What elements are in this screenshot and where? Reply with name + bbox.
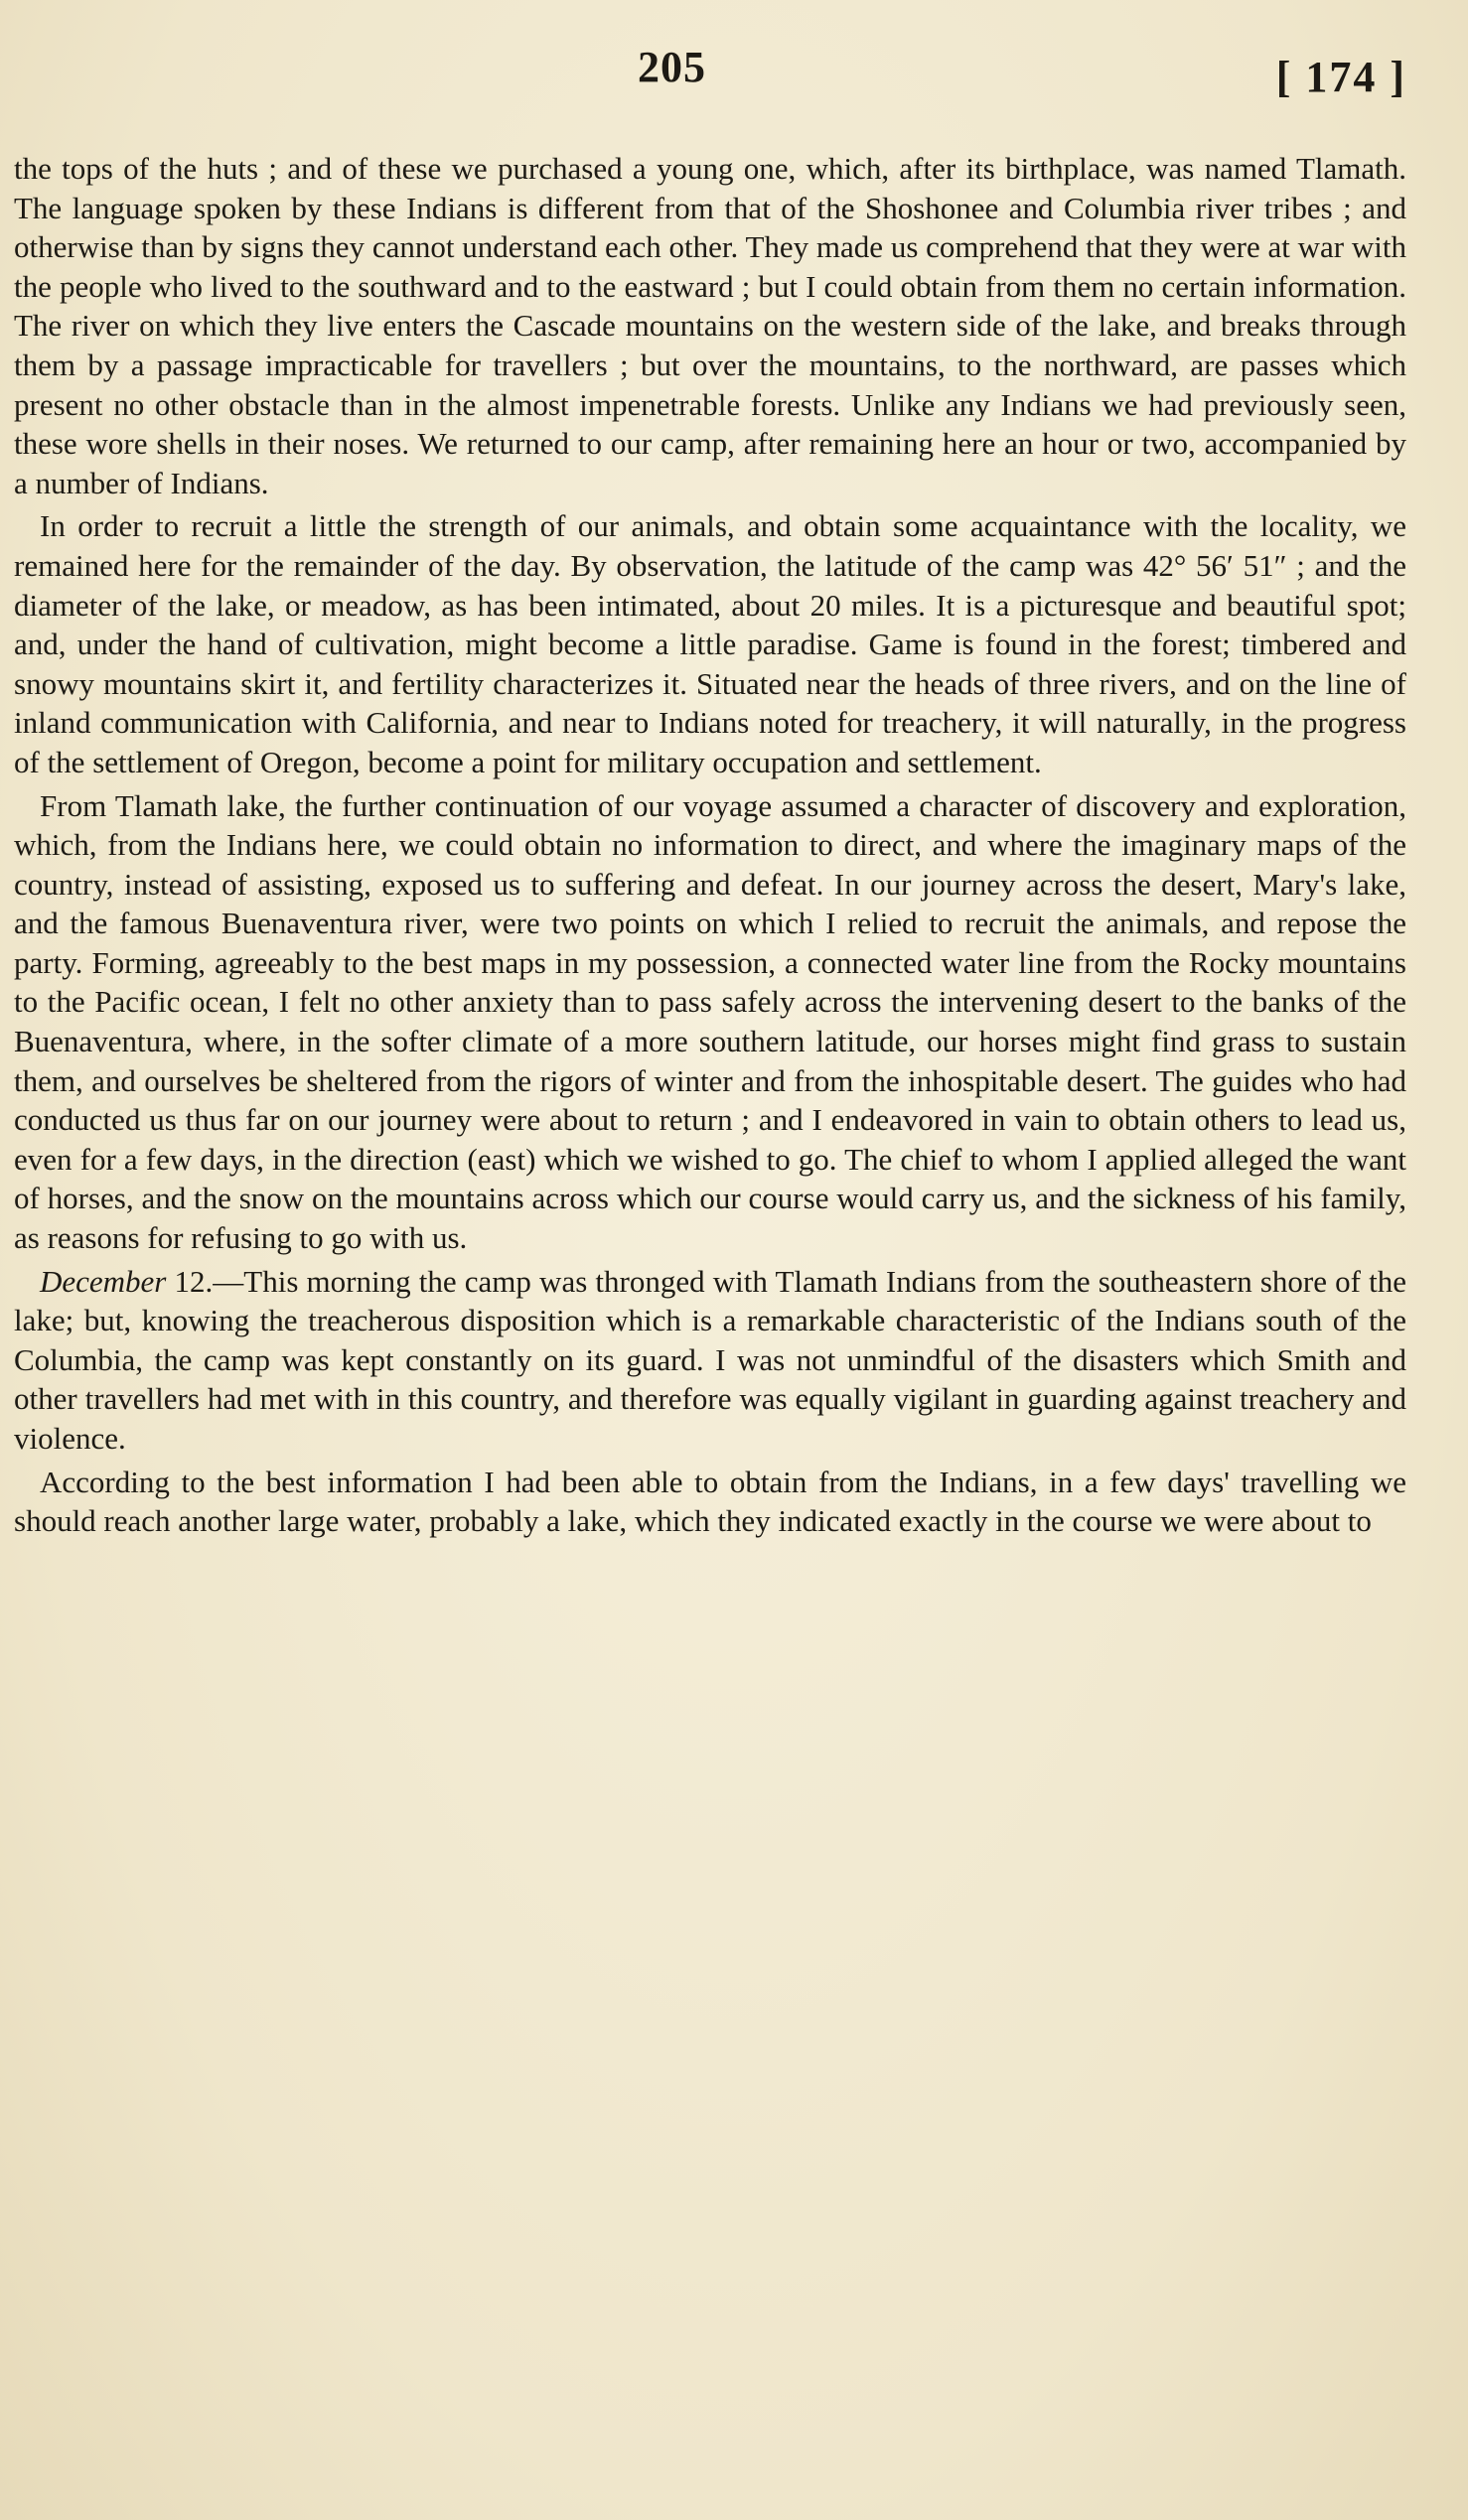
paragraph-4: [14, 1262, 1406, 1459]
paragraph-1: [14, 149, 1406, 502]
paragraph-4-text: 12.—This morning the camp was thronged with Tlamath Indians from the southeastern shore of the lake; but, knowing the treacherous disposition which is a remarkable characteristic of the Indians south of the Columbia, the camp was kept constantly on its guard. I was not unmindful of the disasters which Smith and other travellers had met with in this country, and therefore was equally vigilant in guarding against treachery and violence.: [14, 1263, 1406, 1456]
page-header: [14, 0, 1406, 149]
paragraph-1-text: the tops of the huts ; and of these we purchased a young one, which, after its birthplace, was named Tlamath. The language spoken by these Indians is different from that of the Shoshonee and Columbia river tribes ; and otherwise than by signs they cannot understand each other. They made us comprehend that they were at war with the people who lived to the southward and to the eastward ; but I could obtain from them no certain information. The river on which they live enters the Cascade mountains on the western side of the lake, and breaks through them by a passage impracticable for travellers ; but over the mountains, to the northward, are passes which present no other obstacle than in the almost impenetrable forests. Unlike any Indians we had previously seen, these wore shells in their noses. We returned to our camp, after remaining here an hour or two, accompanied by a number of Indians.: [14, 151, 1406, 500]
paragraph-2: [14, 506, 1406, 781]
document-number: [ 174 ]: [1275, 53, 1406, 101]
body-text: [14, 149, 1406, 1541]
paragraph-3: [14, 786, 1406, 1258]
paragraph-4-date-lead: December: [40, 1263, 167, 1299]
page-number: 205: [638, 43, 706, 91]
paragraph-5: [14, 1463, 1406, 1541]
paragraph-2-text: In order to recruit a little the strength of our animals, and obtain some acquaintance with the locality, we remained here for the remainder of the day. By observation, the latitude of the camp was 42° 56′ 51″ ; and the diameter of the lake, or meadow, as has been intimated, about 20 miles. It is a picturesque and beautiful spot; and, under the hand of cultivation, might become a little paradise. Game is found in the forest; timbered and snowy mountains skirt it, and fertility characterizes it. Situated near the heads of three rivers, and on the line of inland communication with California, and near to Indians noted for treachery, it will naturally, in the progress of the settlement of Oregon, become a point for military occupation and settlement.: [14, 508, 1406, 779]
paragraph-3-text: From Tlamath lake, the further continuation of our voyage assumed a character of discovery and exploration, which, from the Indians here, we could obtain no information to direct, and where the imaginary maps of the country, instead of assisting, exposed us to suffering and defeat. In our journey across the desert, Mary's lake, and the famous Buenaventura river, were two points on which I relied to recruit the animals, and repose the party. Forming, agreeably to the best maps in my possession, a connected water line from the Rocky mountains to the Pacific ocean, I felt no other anxiety than to pass safely across the intervening desert to the banks of the Buenaventura, where, in the softer climate of a more southern latitude, our horses might find grass to sustain them, and ourselves be sheltered from the rigors of winter and from the inhospitable desert. The guides who had conducted us thus far on our journey were about to return ; and I endeavored in vain to obtain others to lead us, even for a few days, in the direction (east) which we wished to go. The chief to whom I applied alleged the want of horses, and the snow on the mountains across which our course would carry us, and the sickness of his family, as reasons for refusing to go with us.: [14, 787, 1406, 1256]
paragraph-5-text: According to the best information I had been able to obtain from the Indians, in a few days' travelling we should reach another large water, probably a lake, which they indicated exactly in the course we were about to: [14, 1464, 1406, 1539]
